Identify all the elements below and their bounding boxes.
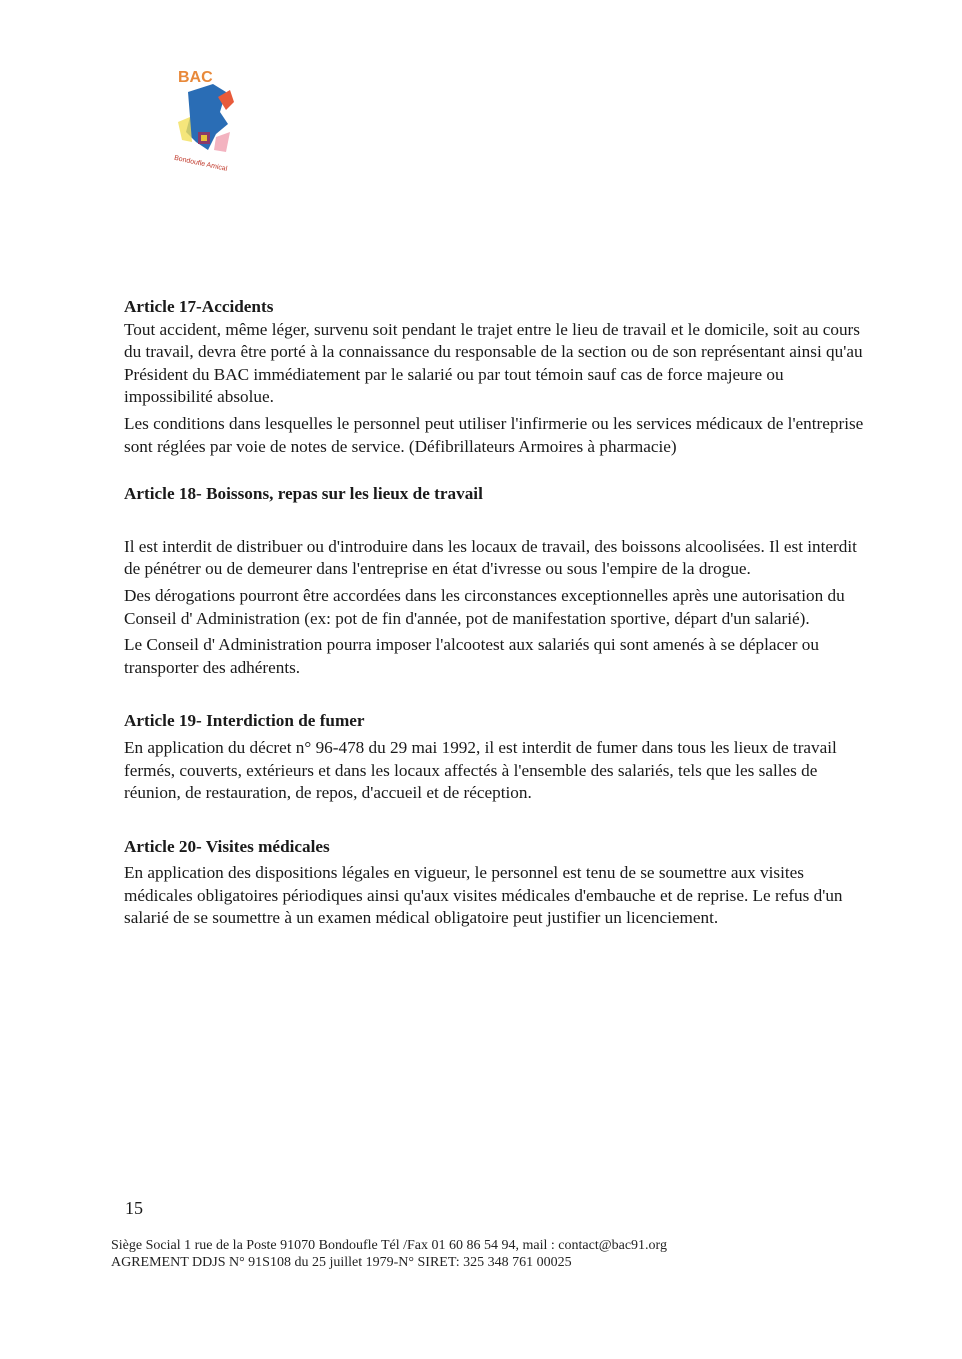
article-19: [124, 710, 869, 804]
document-body: [124, 296, 869, 930]
bac-logo: [168, 62, 240, 172]
article-paragraph: Les conditions dans lesquelles le personnel peut utiliser l'infirmerie ou les services médicaux de l'entreprise sont réglées par voie de notes de service. (Défibrillateurs Armoires à pharmacie): [124, 413, 864, 456]
article-heading: Article 17-Accidents: [124, 297, 274, 316]
footer-registration: AGREMENT DDJS N° 91S108 du 25 juillet 1979-N° SIRET: 325 348 761 00025: [111, 1255, 572, 1270]
page-number: 15: [125, 1198, 143, 1218]
article-heading: Article 19- Interdiction de fumer: [124, 711, 365, 731]
logo-text: BAC: [178, 69, 213, 86]
article-paragraph: Tout accident, même léger, survenu soit pendant le trajet entre le lieu de travail et le domicile, soit au cours du travail, devra être porté à la connaissance du responsable de la section ou de son représentant ainsi qu'au Président du BAC immédiatement par le salarié ou par tout témoin sauf cas de force majeure ou impossibilité absolue.: [124, 319, 863, 407]
footer: [111, 1237, 667, 1271]
article-heading: Article 18- Boissons, repas sur les lieux de travail: [124, 484, 483, 504]
article-20: [124, 836, 869, 930]
article-paragraph: Des dérogations pourront être accordées dans les circonstances exceptionnelles après une autorisation du Conseil d' Administration (ex: pot de fin d'année, pot de manifestation sportive, départ d'un salarié).: [124, 585, 845, 628]
article-heading: Article 20- Visites médicales: [124, 836, 330, 856]
article-paragraph: En application du décret n° 96-478 du 29 mai 1992, il est interdit de fumer dans tous les lieux de travail fermés, couverts, extérieurs et dans les locaux affectés à l'ensemble des salariés, tels que les salles de réunion, de restauration, de repos, d'accueil et de réception.: [124, 737, 837, 803]
logo-subtext: Bondoufle Amical: [173, 154, 228, 172]
footer-address: Siège Social 1 rue de la Poste 91070 Bondoufle Tél /Fax 01 60 86 54 94, mail : contact@bac91.org: [111, 1238, 667, 1253]
article-18: [124, 483, 869, 679]
article-17: [124, 296, 869, 458]
article-paragraph: Il est interdit de distribuer ou d'introduire dans les locaux de travail, des boissons alcoolisées. Il est interdit de pénétrer ou de demeurer dans l'entreprise en état d'ivresse ou sous l'empire de la drogue.: [124, 536, 857, 579]
article-paragraph: Le Conseil d' Administration pourra imposer l'alcootest aux salariés qui sont amenés à se déplacer ou transporter des adhérents.: [124, 635, 819, 677]
article-paragraph: En application des dispositions légales en vigueur, le personnel est tenu de se soumettre aux visites médicales obligatoires périodiques ainsi qu'aux visites médicales d'embauche et de reprise. Le refus d'un salarié de se soumettre à un examen médical obligatoire peut justifier un licenciement.: [124, 863, 843, 928]
